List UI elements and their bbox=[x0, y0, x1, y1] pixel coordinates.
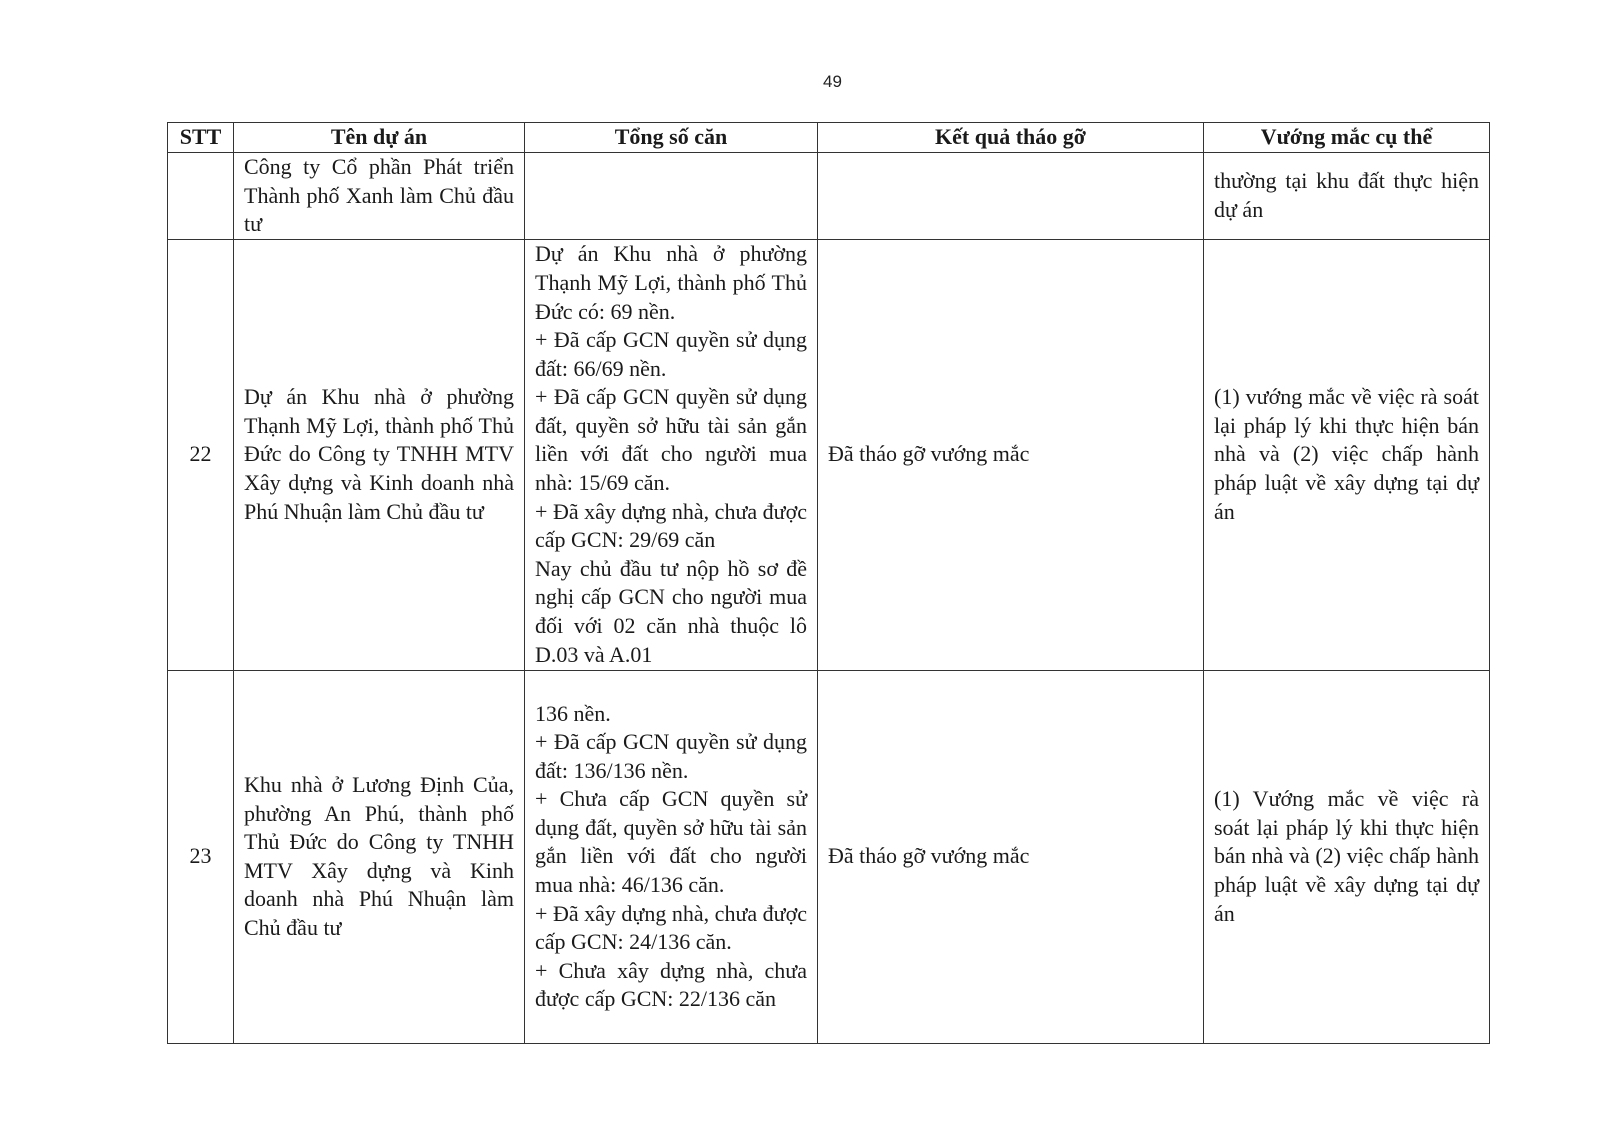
unit-line: + Đã xây dựng nhà, chưa được cấp GCN: 29/69 căn bbox=[535, 498, 807, 553]
header-specific-issues: Vướng mắc cụ thể bbox=[1204, 123, 1490, 153]
unit-line: Nay chủ đầu tư nộp hồ sơ đề nghị cấp GCN cho người mua đối với 02 căn nhà thuộc lô D.03 và A.01 bbox=[535, 555, 807, 667]
row-project-name: Khu nhà ở Lương Định Của, phường An Phú, thành phố Thủ Đức do Công ty TNHH MTV Xây dựng và Kinh doanh nhà Phú Nhuận làm Chủ đầu tư bbox=[234, 670, 525, 1043]
header-project-name: Tên dự án bbox=[234, 123, 525, 153]
table-row bbox=[168, 239, 1490, 670]
row-stt: 23 bbox=[168, 670, 234, 1043]
unit-line: + Đã cấp GCN quyền sử dụng đất, quyền sở hữu tài sản gắn liền với đất cho người mua nhà: 15/69 căn. bbox=[535, 384, 807, 496]
unit-line: Dự án Khu nhà ở phường Thạnh Mỹ Lợi, thành phố Thủ Đức có: 69 nền. bbox=[535, 241, 807, 324]
table-header-row bbox=[168, 123, 1490, 153]
row-stt: 22 bbox=[168, 239, 234, 670]
row-specific-issues: thường tại khu đất thực hiện dự án bbox=[1204, 153, 1490, 240]
table-row bbox=[168, 153, 1490, 240]
row-specific-issues: (1) Vướng mắc về việc rà soát lại pháp lý khi thực hiện bán nhà và (2) việc chấp hành pháp luật về xây dựng tại dự án bbox=[1204, 670, 1490, 1043]
unit-line: + Đã cấp GCN quyền sử dụng đất: 136/136 nền. bbox=[535, 729, 807, 783]
header-resolution-result: Kết quả tháo gỡ bbox=[818, 123, 1204, 153]
row-resolution-result: Đã tháo gỡ vướng mắc bbox=[818, 239, 1204, 670]
projects-table bbox=[167, 122, 1490, 1044]
unit-line: + Chưa xây dựng nhà, chưa được cấp GCN: 22/136 căn bbox=[535, 957, 807, 1012]
row-specific-issues: (1) vướng mắc về việc rà soát lại pháp lý khi thực hiện bán nhà và (2) việc chấp hành pháp luật về xây dựng tại dự án bbox=[1204, 239, 1490, 670]
row-total-units bbox=[525, 153, 818, 240]
row-resolution-result bbox=[818, 153, 1204, 240]
row-project-name: Dự án Khu nhà ở phường Thạnh Mỹ Lợi, thành phố Thủ Đức do Công ty TNHH MTV Xây dựng và Kinh doanh nhà Phú Nhuận làm Chủ đầu tư bbox=[234, 239, 525, 670]
row-project-name: Công ty Cổ phần Phát triển Thành phố Xanh làm Chủ đầu tư bbox=[234, 153, 525, 240]
row-total-units bbox=[525, 239, 818, 670]
row-total-units bbox=[525, 670, 818, 1043]
table-row bbox=[168, 670, 1490, 1043]
unit-line: + Đã cấp GCN quyền sử dụng đất: 66/69 nền. bbox=[535, 327, 807, 381]
page-number: 49 bbox=[823, 72, 842, 91]
header-stt: STT bbox=[168, 123, 234, 153]
unit-line: + Chưa cấp GCN quyền sử dụng đất, quyền sở hữu tài sản gắn liền với đất cho người mua nhà: 46/136 căn. bbox=[535, 786, 807, 898]
header-total-units: Tổng số căn bbox=[525, 123, 818, 153]
row-stt bbox=[168, 153, 234, 240]
row-resolution-result: Đã tháo gỡ vướng mắc bbox=[818, 670, 1204, 1043]
unit-line: + Đã xây dựng nhà, chưa được cấp GCN: 24/136 căn. bbox=[535, 900, 807, 955]
unit-line: 136 nền. bbox=[535, 700, 611, 726]
